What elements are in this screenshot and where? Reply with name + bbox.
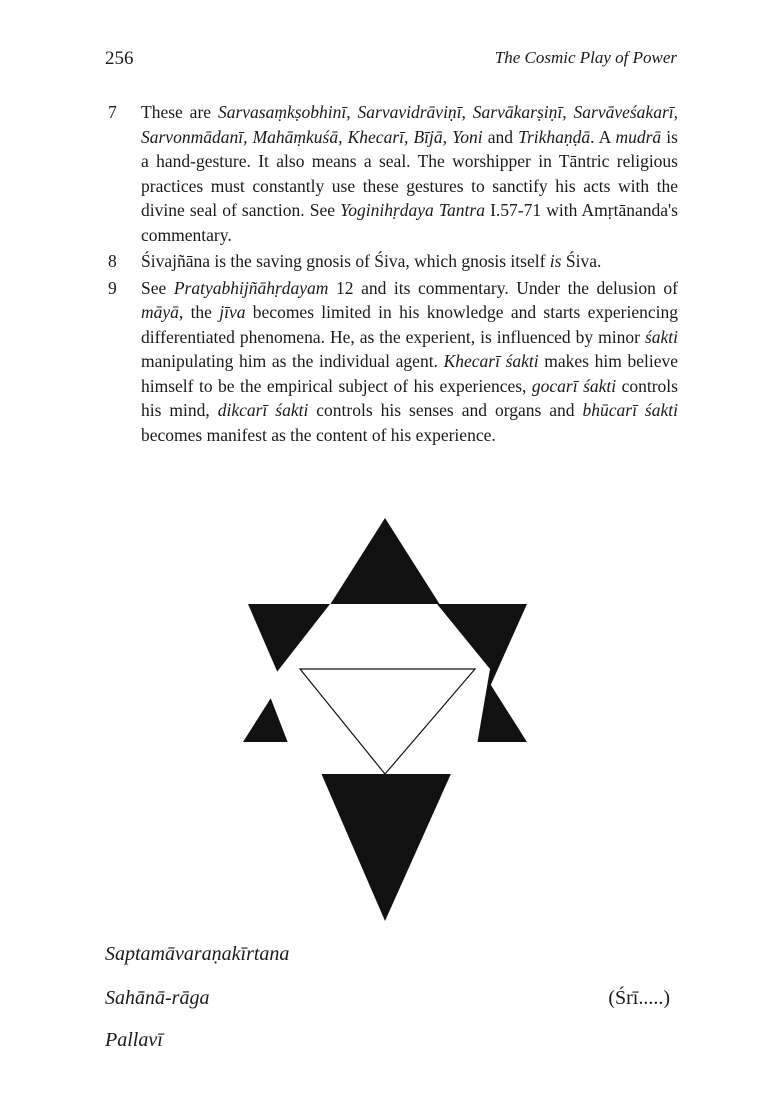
text-run: I.57-71 with Amṛtānanda's commentary. [141,200,678,245]
italic-term: Yoginihṛdaya Tantra [340,200,485,220]
text-run: controls his senses and organs and [308,400,583,420]
page-number: 256 [105,48,134,69]
italic-term: dikcarī śakti [217,400,309,420]
italic-term: Pratyabhijñāhṛdayam [173,277,329,298]
section-label: Pallavī [105,1029,163,1051]
note-text [141,276,678,448]
italic-term: is [549,251,562,271]
page-header [105,48,677,72]
endnotes [108,100,678,449]
text-run: These are [141,102,218,122]
sri-yantra-star-diagram [230,516,540,924]
note-number: 8 [108,251,117,271]
text-run: is a hand-gesture. It also means a seal. The worshipper in Tāntric religious practices must constantly use these gestures to sanctify his acts with the divine seal of sanction. See [141,126,678,220]
italic-term: Khecarī śakti [443,351,539,371]
italic-term: Trikhaṇḍā [518,126,591,147]
italic-term: bhūcarī śakti [582,400,678,420]
italic-term: māyā [141,302,179,322]
text-run: and [482,126,519,147]
kirtana-title: Saptamāvaraṇakīrtana [105,943,290,965]
text-run: , the [178,302,220,322]
raga-name: Sahānā-rāga [105,987,210,1009]
italic-term: śakti [644,326,678,347]
note-8 [108,249,678,274]
note-9 [108,276,678,448]
text-run: . A [590,126,616,147]
text-run: makes him believe himself to be the empirical subject of his experiences, [141,351,678,396]
running-title: The Cosmic Play of Power [494,48,677,67]
note-text [141,249,678,274]
text-run: 12 and its commentary. Under the delusion of [328,277,678,298]
text-run: Śiva. [561,251,602,271]
text-run: See [141,277,174,298]
note-number: 7 [108,102,117,122]
italic-term: Sarvasaṃkṣobhinī, Sarvavidrāviṇī, Sarvākarṣiṇī, Sarvāveśakarī, Sarvonmādanī, Mahāṃkuśā, Khecarī, Bījā, Yoni [141,102,678,147]
text-run: becomes manifest as the content of his experience. [141,424,496,445]
note-7 [108,100,678,247]
text-run: becomes limited in his knowledge and starts experiencing differentiated phenomena. He, as the experient, is influenced by minor [141,302,678,347]
note-number: 9 [108,277,117,298]
italic-term: gocarī śakti [531,375,617,396]
text-run: Śivajñāna is the saving gnosis of Śiva, which gnosis itself [141,251,550,271]
italic-term: jīva [219,302,246,322]
text-run: manipulating him as the individual agent. [141,351,444,371]
text-run: controls his mind, [141,375,678,420]
raga-note: (Śrī.....) [608,987,670,1009]
note-text [141,100,678,247]
italic-term: mudrā [615,126,662,147]
